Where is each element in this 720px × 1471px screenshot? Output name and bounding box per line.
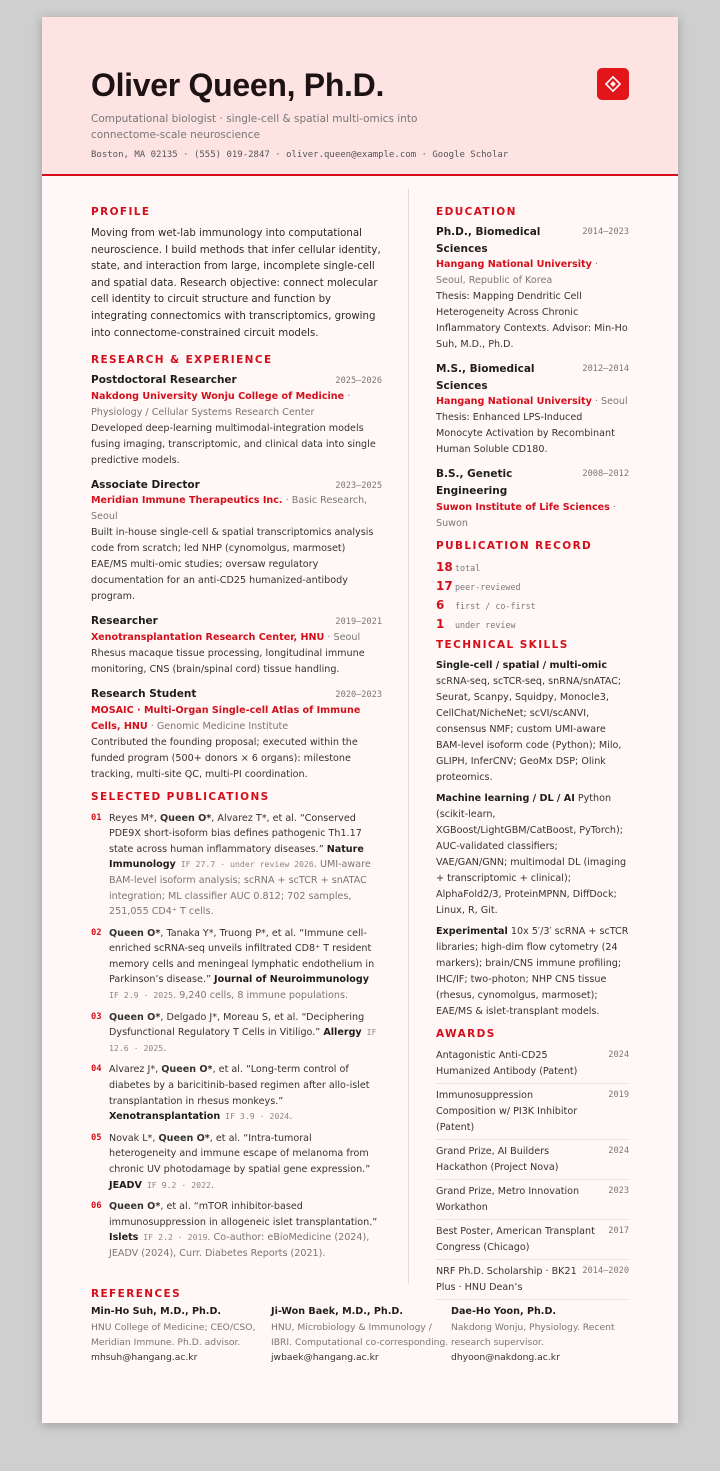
experience-entry-header	[91, 686, 382, 703]
date-range: 2014–2023	[582, 227, 629, 237]
awards-list	[436, 1046, 629, 1300]
experience-entry-header	[91, 613, 382, 630]
institution-name: Suwon Institute of Life Sciences	[436, 501, 610, 513]
experience-entry-header	[91, 477, 382, 494]
publication-number: 05	[91, 1132, 102, 1143]
award-year: 2017	[608, 1225, 629, 1236]
skill-group	[436, 791, 629, 919]
impact-factor: IF 2.9 · 2025	[109, 990, 174, 1001]
institution-name: Nakdong University Wonju College of Medicine	[91, 390, 345, 402]
publication-number: 01	[91, 812, 102, 823]
award-year: 2019	[608, 1089, 629, 1100]
resume-header	[42, 17, 678, 176]
publication-item	[91, 811, 382, 920]
award-name: Grand Prize, AI Builders Hackathon (Project Nova)	[436, 1145, 559, 1173]
education-institution	[436, 257, 629, 289]
column-divider	[408, 189, 409, 1284]
experience-list	[91, 372, 382, 782]
stat-count: 17	[436, 578, 453, 593]
tagline: Computational biologist · single-cell & spatial multi-omics into connectome-scale neuroscience	[91, 113, 418, 141]
education-entry-header	[436, 224, 629, 257]
publication-citation	[109, 1199, 382, 1261]
diamond-logo-icon	[597, 68, 629, 100]
authors-before: Novak L*,	[109, 1132, 159, 1144]
resume-page	[42, 17, 678, 1423]
experience-entry	[91, 613, 382, 678]
publication-note: . UMI-aware BAM-level isoform analysis; scRNA + scTCR + snATAC integration; ML classifier AUC 0.812; 702 samples, 251,055 CD4⁺ T cells.	[109, 859, 371, 918]
award-name: Best Poster, American Transplant Congress (Chicago)	[436, 1225, 595, 1253]
citation-title: , Tanaka Y*, Truong P*, et al. “Immune cell-enriched scRNA-seq unveils infiltrated CD8⁺ T resident memory cells and meningeal lymphatic endothelium in Parkinson’s disease.”	[109, 927, 375, 986]
education-entry-header	[436, 466, 629, 499]
date-range: 2023–2025	[335, 480, 382, 491]
publication-citation	[109, 1062, 382, 1124]
experience-heading: RESEARCH & EXPERIENCE	[91, 354, 273, 367]
degree-title: M.S., Biomedical Sciences	[436, 363, 535, 392]
date-range: 2008–2012	[582, 469, 629, 480]
awards-heading: AWARDS	[436, 1027, 496, 1040]
author-self: Queen O*	[109, 1011, 161, 1023]
publication-item	[91, 1062, 382, 1124]
department-name: · Basic Research, Seoul	[91, 495, 368, 523]
skill-group	[436, 924, 629, 1020]
publication-note: .	[210, 1179, 215, 1191]
reference-name: Ji-Won Baek, M.D., Ph.D.	[271, 1306, 403, 1317]
organization-line	[91, 703, 382, 735]
award-item	[436, 1046, 629, 1084]
publication-item	[91, 1131, 382, 1193]
citation-title: , Alvarez T*, et al. “Conserved PDE9X short-isoform bias defines pathogenic Th1.17 state across human inflammatory diseases.”	[109, 812, 362, 855]
stat-count: 6	[436, 597, 445, 612]
publication-stat	[436, 579, 629, 593]
experience-entry	[91, 372, 382, 469]
degree-title: Ph.D., Biomedical Sciences	[436, 226, 541, 255]
skill-category: Single-cell / spatial / multi-omic	[436, 659, 608, 671]
publication-citation	[109, 926, 382, 1004]
date-range: 2012–2014	[582, 364, 629, 375]
department-name: · Genomic Medicine Institute	[147, 720, 289, 732]
publication-item	[91, 1010, 382, 1057]
award-name: Immunosuppression Composition w/ PI3K Inhibitor (Patent)	[436, 1089, 578, 1133]
skill-list-text: scRNA-seq, scTCR-seq, snRNA/snATAC; Seurat, Scanpy, Squidpy, Monocle3, CellChat/NicheNet; scVI/scANVI, consensus NMF; custom UMI-aware BAM-level isoform code (Python); Milo, GLIPH, InferCNV; GeoMx DSP; Olink proteomics.	[436, 675, 622, 783]
impact-factor: IF 9.2 · 2022	[141, 1179, 211, 1190]
institution-name: Meridian Immune Therapeutics Inc.	[91, 495, 283, 507]
contact-line: Boston, MA 02135 · (555) 019-2847 · oliver.queen@example.com · Google Scholar	[91, 150, 509, 160]
stat-label: under review	[455, 619, 516, 630]
institution-name: Hangang National University	[436, 396, 592, 408]
publication-stat	[436, 598, 629, 612]
award-year: 2014–2020	[582, 1265, 629, 1276]
role-title: Postdoctoral Researcher	[91, 374, 237, 387]
thesis-text: Thesis: Enhanced LPS-Induced Monocyte Activation by Recombinant Human Soluble CD180.	[436, 412, 615, 456]
award-name: Antagonistic Anti-CD25 Humanized Antibody (Patent)	[436, 1049, 578, 1077]
publication-number: 06	[91, 1201, 102, 1212]
skills-heading: TECHNICAL SKILLS	[436, 638, 569, 651]
role-title: Research Student	[91, 687, 197, 700]
citation-title: , Delgado J*, Moreau S, et al. “Deciphering Dysfunctional Regulatory T Cells in Vitiligo.”	[109, 1011, 365, 1039]
department-name: · Physiology / Cellular Systems Research Center	[91, 390, 351, 418]
authors-before: Alvarez J*,	[109, 1064, 162, 1076]
journal-name: JEADV	[109, 1179, 142, 1191]
references-section	[91, 1288, 631, 1365]
publication-number: 04	[91, 1064, 102, 1075]
publication-number: 03	[91, 1011, 102, 1022]
publications-list	[91, 811, 382, 1262]
award-year: 2024	[608, 1049, 629, 1060]
thesis-text: Thesis: Mapping Dendritic Cell Heterogeneity Across Chronic Inflammatory Contexts. Advisor: Min-Ho Suh, M.D., Ph.D.	[436, 291, 628, 351]
reference-email: dhyoon@nakdong.ac.kr	[451, 1352, 560, 1363]
publication-stat	[436, 617, 629, 631]
citation-title: , et al. “mTOR inhibitor-based immunosuppression in allogeneic islet transplantation.”	[109, 1201, 378, 1228]
organization-line	[91, 389, 382, 421]
person-name: Oliver Queen, Ph.D.	[91, 67, 385, 103]
publication-citation	[109, 1131, 382, 1193]
reference-entry	[451, 1304, 631, 1365]
institution-location: · Seoul, Republic of Korea	[436, 259, 598, 287]
award-item	[436, 1182, 629, 1220]
education-list	[436, 224, 629, 532]
role-description: Developed deep-learning multimodal-integration models fusing imaging, transcriptomic, and clinical data into single predictive models.	[91, 422, 376, 466]
citation-title: , et al. “Intra-tumoral heterogeneity and immune escape of melanoma from chronic UV photodamage by spatial gene expression.”	[109, 1132, 371, 1175]
skills-list	[436, 658, 629, 1020]
department-name: · Seoul	[324, 631, 361, 643]
reference-email: jwbaek@hangang.ac.kr	[271, 1352, 379, 1363]
publication-stat	[436, 560, 629, 574]
references-list	[91, 1304, 631, 1365]
institution-name: Xenotransplantation Research Center, HNU	[91, 631, 325, 643]
publication-number: 02	[91, 927, 102, 938]
publication-note: . 9,240 cells, 8 immune populations.	[173, 990, 349, 1002]
impact-factor: IF 3.9 · 2024	[220, 1111, 290, 1122]
role-description: Contributed the founding proposal; executed within the funded program (500+ donors × 6 organs): milestone tracking, multi-site QC, multi-PI coordination.	[91, 736, 358, 780]
role-title: Associate Director	[91, 478, 200, 491]
stat-count: 1	[436, 616, 445, 631]
impact-factor: IF 27.7 · under review 2026	[175, 859, 314, 870]
award-name: Grand Prize, Metro Innovation Workathon	[436, 1185, 580, 1213]
stat-count: 18	[436, 559, 453, 574]
education-entry	[436, 466, 629, 531]
authors-before: Reyes M*,	[109, 812, 160, 824]
degree-title: B.S., Genetic Engineering	[436, 468, 513, 497]
skill-group	[436, 658, 629, 786]
publication-item	[91, 926, 382, 1004]
reference-name: Dae-Ho Yoon, Ph.D.	[451, 1306, 557, 1317]
organization-line	[91, 493, 382, 525]
award-item	[436, 1086, 629, 1140]
role-description: Rhesus macaque tissue processing, longitudinal immune monitoring, CNS (brain/spinal cord) tissue handling.	[91, 647, 365, 675]
institution-name: Hangang National University	[436, 259, 592, 271]
references-heading: REFERENCES	[91, 1288, 182, 1300]
skill-category: Experimental	[436, 925, 508, 937]
award-year: 2023	[608, 1185, 629, 1196]
reference-affiliation: HNU, Microbiology & Immunology / IBRI. Computational co-corresponding.	[271, 1322, 449, 1348]
publication-note: . Co-author: eBioMedicine (2024), JEADV (2024), Curr. Diabetes Reports (2021).	[109, 1232, 370, 1259]
skill-category: Machine learning / DL / AI	[436, 792, 575, 804]
journal-name: Allergy	[323, 1027, 362, 1039]
reference-affiliation: HNU College of Medicine; CEO/CSO, Meridian Immune. Ph.D. advisor.	[91, 1322, 256, 1348]
right-column	[436, 176, 629, 1302]
education-entry	[436, 224, 629, 353]
date-range: 2025–2026	[335, 376, 382, 387]
impact-factor: IF 12.6 · 2025	[109, 1027, 377, 1053]
institution-location: · Suwon	[436, 501, 616, 529]
reference-entry	[271, 1304, 451, 1365]
publication-citation	[109, 811, 382, 920]
award-item	[436, 1142, 629, 1180]
stat-label: total	[455, 562, 481, 573]
author-self: Queen O*	[109, 1201, 161, 1213]
reference-email: mhsuh@hangang.ac.kr	[91, 1352, 198, 1363]
journal-name: Nature Immunology	[109, 843, 364, 871]
pub-record-heading: PUBLICATION RECORD	[436, 539, 593, 552]
education-institution	[436, 394, 629, 410]
publication-item	[91, 1199, 382, 1261]
award-item	[436, 1222, 629, 1260]
publication-citation	[109, 1010, 382, 1057]
experience-entry	[91, 477, 382, 606]
role-title: Researcher	[91, 615, 158, 628]
journal-name: Xenotransplantation	[109, 1111, 221, 1123]
date-range: 2019–2021	[335, 617, 382, 628]
education-entry	[436, 361, 629, 458]
education-entry-header	[436, 361, 629, 394]
author-self: Queen O*	[158, 1132, 210, 1144]
institution-location: · Seoul	[591, 396, 628, 408]
education-heading: EDUCATION	[436, 206, 517, 218]
education-institution	[436, 500, 629, 532]
publication-note: .	[289, 1111, 293, 1123]
reference-affiliation: Nakdong Wonju, Physiology. Recent research supervisor.	[451, 1322, 615, 1348]
author-self: Queen O*	[109, 927, 161, 939]
citation-title: , et al. “Long-term control of diabetes by a baricitinib-based regimen after allo-islet transplantation in rhesus monkeys.”	[109, 1064, 370, 1107]
journal-name: Islets	[109, 1232, 139, 1244]
skill-list-text: 10x 5′/3′ scRNA + scTCR libraries; high-dim flow cytometry (24 markers); brain/CNS immune profiling; IHC/IF; two-photon; NHP CNS tissue (rhesus, cynomolgus, marmoset); EAE/MS & islet-transplant models.	[436, 925, 629, 1017]
stat-label: first / co-first	[455, 600, 536, 611]
publications-heading: SELECTED PUBLICATIONS	[91, 790, 270, 803]
institution-name: MOSAIC · Multi-Organ Single-cell Atlas of Immune Cells, HNU	[91, 704, 361, 732]
author-self: Queen O*	[159, 812, 212, 824]
organization-line	[91, 630, 382, 646]
stat-label: peer-reviewed	[455, 581, 521, 592]
skill-list-text: Python (scikit-learn, XGBoost/LightGBM/CatBoost, PyTorch); AUC-validated classifiers; VAE/GAN/GNN; multimodal DL (imaging + transcriptomic + clinical); AlphaFold2/3, ProteinMPNN, DiffDock; Linux, R, Git.	[436, 792, 627, 916]
left-column	[91, 176, 382, 1268]
pub-record-stats	[436, 560, 629, 631]
date-range: 2020–2023	[335, 689, 382, 700]
publication-note: .	[163, 1042, 167, 1054]
author-self: Queen O*	[161, 1064, 213, 1076]
award-year: 2024	[608, 1145, 629, 1156]
journal-name: Journal of Neuroimmunology	[214, 974, 370, 986]
reference-entry	[91, 1304, 271, 1365]
profile-text: Moving from wet-lab immunology into computational neuroscience. I build methods that infer cellular identity, state, and interaction from large, incomplete single-cell and spatial data. Research objective: connect molecular cell identity to circuit structure and function by integrating connectomics with transcriptomics, growing into connectome-constrained circuit models.	[91, 228, 381, 339]
profile-heading: PROFILE	[91, 206, 151, 218]
role-description: Built in-house single-cell & spatial transcriptomics analysis code from scratch; led NHP (cynomolgus, marmoset) EAE/MS multi-omic studies; oversaw regulatory documentation for an anti-CD25 humanized-antibody program.	[91, 527, 374, 603]
award-name: NRF Ph.D. Scholarship · BK21 Plus · HNU Dean’s	[436, 1265, 577, 1293]
impact-factor: IF 2.2 · 2019	[138, 1232, 208, 1243]
reference-name: Min-Ho Suh, M.D., Ph.D.	[91, 1306, 222, 1317]
experience-entry-header	[91, 372, 382, 389]
experience-entry	[91, 686, 382, 783]
